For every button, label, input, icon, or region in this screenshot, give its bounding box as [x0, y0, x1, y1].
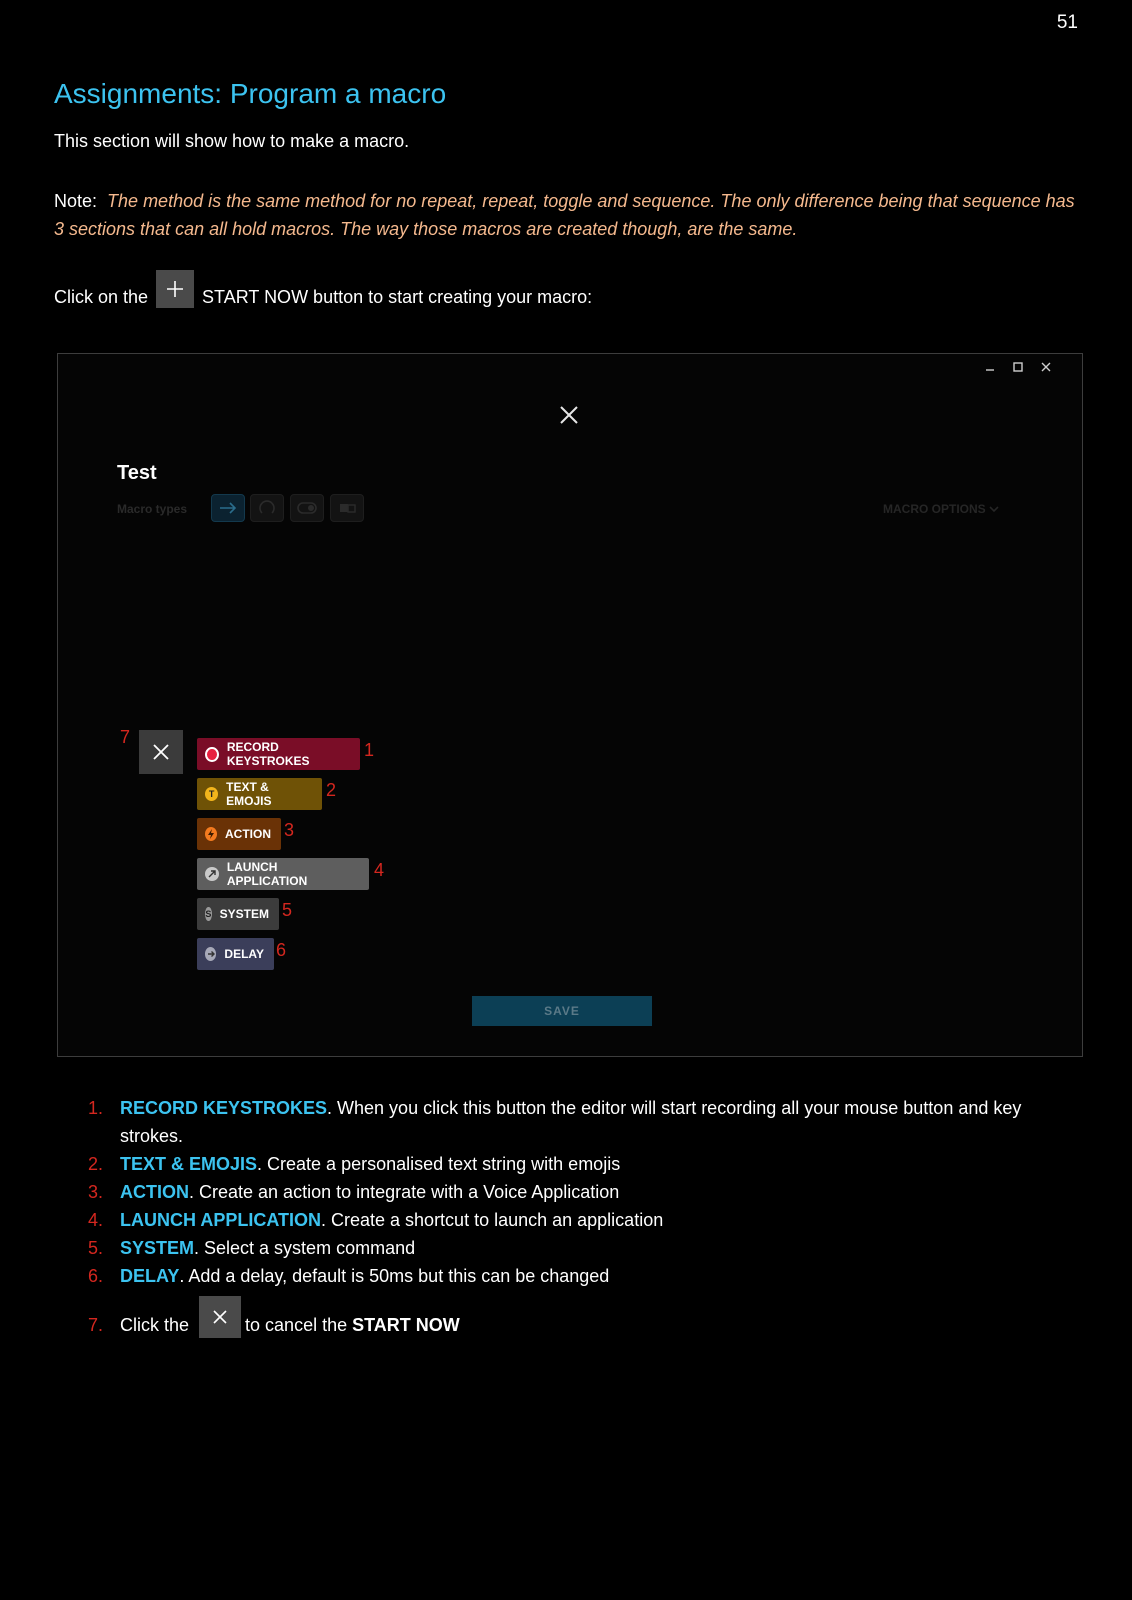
list-item: 3. ACTION. Create an action to integrate with a Voice Application [88, 1182, 620, 1202]
launch-icon [205, 867, 219, 881]
item7-after: to cancel the START NOW [245, 1315, 460, 1335]
record-icon [205, 747, 219, 762]
chevron-down-icon [989, 505, 999, 513]
macro-type-sequence[interactable] [330, 494, 364, 522]
minimize-icon[interactable] [984, 360, 996, 376]
clock-icon [205, 947, 216, 961]
note-label: Note: [54, 191, 98, 211]
close-icon [152, 743, 170, 761]
text-emojis-button[interactable] [197, 778, 322, 810]
macro-type-repeat[interactable] [250, 494, 284, 522]
system-label: SYSTEM [219, 907, 269, 921]
click-line-before: Click on the [54, 287, 149, 307]
record-keystrokes-button[interactable] [197, 738, 360, 770]
lightning-icon [205, 827, 217, 841]
callout-number: 2 [326, 780, 337, 800]
launch-application-label: LAUNCH APPLICATION [226, 860, 308, 888]
callout-number: 7 [120, 727, 131, 747]
window-close-icon[interactable] [1040, 360, 1052, 376]
system-icon: S [205, 909, 212, 919]
intro-text: This section will show how to make a macro. [54, 131, 410, 151]
delay-label: DELAY [224, 947, 264, 961]
macro-type-no-repeat[interactable] [211, 494, 245, 522]
record-keystrokes-label: RECORD KEYSTROKES [226, 740, 310, 768]
list-item: 4. LAUNCH APPLICATION. Create a shortcut to launch an application [88, 1210, 664, 1230]
macro-editor-screenshot [57, 353, 1083, 1057]
text-icon: T [205, 787, 218, 801]
page-number: 51 [1056, 12, 1078, 33]
list-item: 1. RECORD KEYSTROKES. When you click this button the editor will start recording all your mouse button and key strokes. [88, 1098, 1022, 1146]
text-emojis-label: TEXT & EMOJIS [226, 780, 272, 808]
list-number: 7. [88, 1315, 104, 1335]
macro-options-label: MACRO OPTIONS [883, 502, 986, 516]
close-icon [199, 1296, 241, 1338]
list-item: 5. SYSTEM. Select a system command [88, 1238, 416, 1258]
plus-icon [156, 270, 194, 308]
item7-before: Click the [120, 1315, 190, 1335]
delay-button[interactable] [197, 938, 274, 970]
macro-options-dropdown[interactable] [883, 502, 999, 516]
callout-number: 5 [282, 900, 293, 920]
launch-application-button[interactable] [197, 858, 369, 890]
note-body: The method is the same method for no repeat, repeat, toggle and sequence. The only difference being that sequence has 3 sections that can all hold macros. The way those macros are created though, are the same. [54, 191, 1075, 239]
macro-types-label: Macro types [117, 502, 188, 516]
save-button[interactable]: SAVE [472, 996, 652, 1026]
click-line-after: START NOW button to start creating your macro: [202, 287, 593, 307]
page-title: Assignments: Program a macro [54, 78, 447, 109]
start-now-instruction [54, 272, 592, 310]
action-label: ACTION [225, 827, 271, 841]
callout-number: 3 [284, 820, 295, 840]
macro-type-toggle[interactable] [290, 494, 324, 522]
toggle-icon [291, 495, 323, 521]
callout-number: 4 [374, 860, 385, 880]
callout-number: 1 [364, 740, 375, 760]
modal-close-icon[interactable] [558, 404, 580, 426]
callout-number: 6 [276, 940, 287, 960]
repeat-icon [251, 495, 283, 521]
sequence-icon [331, 495, 363, 521]
list-item: 6. DELAY. Add a delay, default is 50ms but this can be changed [88, 1266, 610, 1286]
arrow-right-icon [212, 495, 244, 521]
macro-name: Test [117, 462, 157, 484]
start-now-text: START NOW [352, 1315, 460, 1335]
action-button[interactable] [197, 818, 281, 850]
button-descriptions [88, 1094, 1078, 1290]
note-paragraph [54, 187, 1084, 243]
cancel-start-now-button[interactable] [139, 730, 183, 774]
list-item-cancel [88, 1296, 460, 1338]
maximize-icon[interactable] [1012, 360, 1024, 376]
list-item: 2. TEXT & EMOJIS. Create a personalised text string with emojis [88, 1154, 621, 1174]
system-button[interactable] [197, 898, 279, 930]
